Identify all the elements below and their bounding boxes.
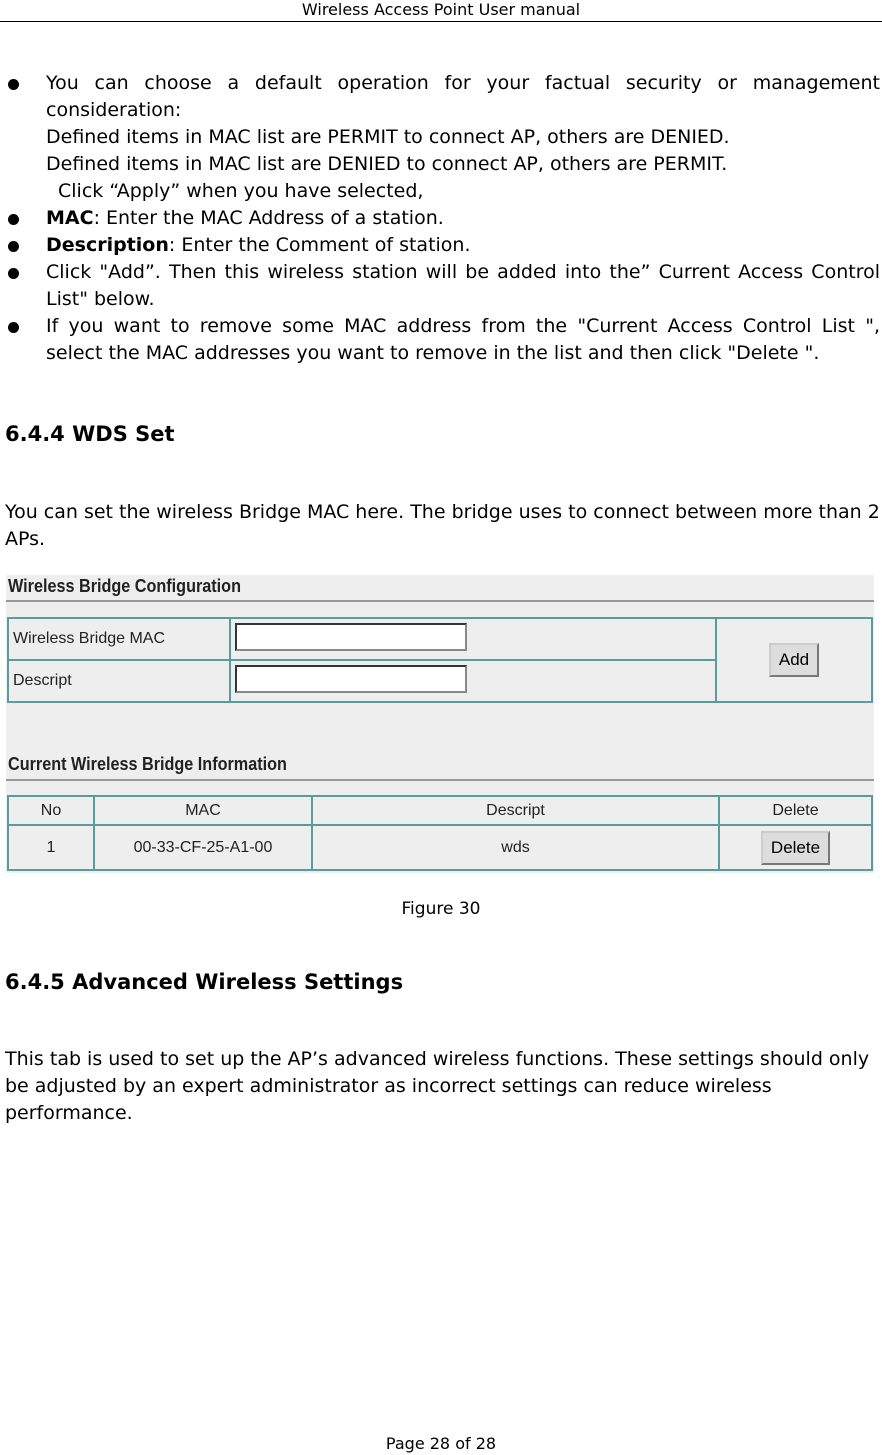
term: Description (46, 234, 169, 256)
bullet-delete (46, 313, 880, 367)
page-footer: Page 28 of 28 (385, 1434, 497, 1453)
term: MAC (46, 207, 94, 229)
config-table (7, 617, 873, 703)
advanced-intro: This tab is used to set up the AP’s advanced wireless functions. These settings should only be adjusted by an expert administrator as incorrect settings can reduce wireless performance. (5, 1048, 870, 1124)
figure-wds-screenshot (6, 575, 874, 873)
bullet-add (46, 259, 880, 313)
bridge-mac-input[interactable] (235, 623, 467, 651)
wds-intro: You can set the wireless Bridge MAC here. The bridge uses to connect between more than 2 APs. (5, 501, 880, 550)
col-mac: MAC (94, 796, 312, 825)
bullet-description (46, 232, 880, 259)
bullet-text: You can choose a default operation for your factual security or management consideration: (46, 72, 880, 121)
add-button[interactable]: Add (769, 643, 819, 677)
definition: : Enter the MAC Address of a station. (93, 207, 444, 229)
page-header: Wireless Access Point User manual (0, 0, 882, 22)
figure-caption: Figure 30 (401, 899, 481, 919)
mac-label: Wireless Bridge MAC (8, 618, 230, 660)
option-permit: Defined items in MAC list are PERMIT to connect AP, others are DENIED. (46, 126, 730, 148)
definition: : Enter the Comment of station. (168, 234, 471, 256)
bullet-icon (8, 241, 19, 252)
section-heading-wds: 6.4.4 WDS Set (5, 422, 175, 446)
info-title: Current Wireless Bridge Information (8, 754, 287, 774)
bullet-icon (8, 214, 19, 225)
bullet-default-operation (46, 70, 880, 205)
bullet-mac (46, 205, 880, 232)
row-no: 1 (8, 825, 94, 870)
divider (6, 779, 874, 781)
bullet-text: If you want to remove some MAC address from the "Current Access Control List ", select the MAC addresses you want to remove in the list and then click "Delete ". (46, 315, 880, 364)
delete-button[interactable]: Delete (761, 831, 830, 865)
bridge-info-table (7, 795, 873, 871)
col-descript: Descript (312, 796, 719, 825)
option-deny: Defined items in MAC list are DENIED to connect AP, others are PERMIT. (46, 153, 728, 175)
section-heading-advanced: 6.4.5 Advanced Wireless Settings (5, 970, 404, 994)
desc-label: Descript (8, 660, 230, 702)
bullet-text: Click "Add”. Then this wireless station will be added into the” Current Access Control List" below. (46, 261, 880, 310)
row-descript: wds (312, 825, 719, 870)
bullet-icon (8, 268, 19, 279)
col-no: No (8, 796, 94, 825)
row-mac: 00-33-CF-25-A1-00 (94, 825, 312, 870)
descript-input[interactable] (235, 665, 467, 693)
config-title: Wireless Bridge Configuration (8, 576, 241, 596)
divider (6, 600, 874, 602)
apply-note: Click “Apply” when you have selected, (58, 180, 424, 202)
table-row (8, 825, 872, 870)
bullet-icon (8, 322, 19, 333)
col-delete: Delete (719, 796, 872, 825)
bullet-icon (8, 79, 19, 90)
